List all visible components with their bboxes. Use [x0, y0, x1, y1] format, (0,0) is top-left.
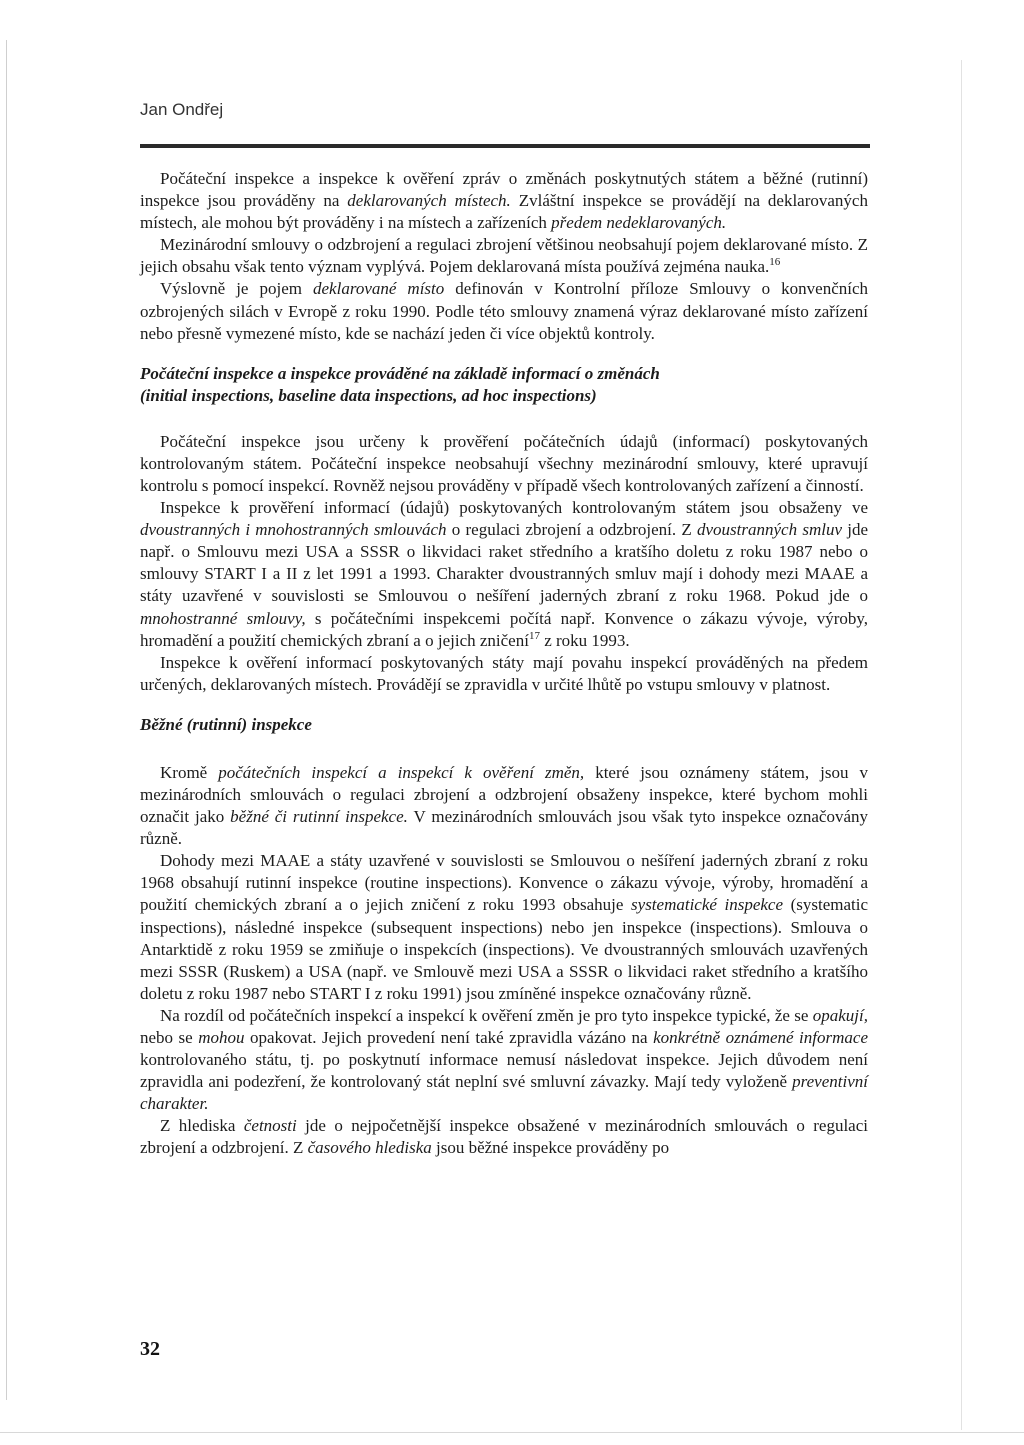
- paragraph: Počáteční inspekce a inspekce k ověření zpráv o změnách poskytnutých státem a běžné (rutinní) inspekce jsou prováděny na deklarovaných místech. Zvláštní inspekce se provádějí na deklarovaných místech, ale mohou být prováděny i na místech a zařízeních předem nedeklarovaných.: [140, 169, 868, 233]
- page-number: 32: [140, 1338, 160, 1360]
- footnote-ref: 17: [528, 629, 540, 642]
- section-heading: Počáteční inspekce a inspekce prováděné na základě informací o změnách (initial inspections, baseline data inspections, ad hoc inspections): [140, 363, 660, 405]
- scan-edge-bottom: [0, 1432, 1024, 1433]
- paragraph: Mezinárodní smlouvy o odzbrojení a regulaci zbrojení většinou neobsahují pojem deklarované místo. Z jejich obsahu však tento význam vyplývá. Pojem deklarovaná místa používá zejména nauka.$^{16}$: [140, 235, 868, 277]
- paragraph: Kromě počátečních inspekcí a inspekcí k ověření změn, které jsou oznámeny státem, jsou v mezinárodních smlouvách o regulaci zbrojení a odzbrojení obsaženy inspekce, které bychom mohli označit jako běžné či rutinní inspekce. V mezinárodních smlouvách jsou však tyto inspekce označovány různě.: [140, 762, 869, 849]
- paragraph: Počáteční inspekce jsou určeny k prověření počátečních údajů (informací) poskytovaných kontrolovaným státem. Počáteční inspekce neobsahují všechny mezinárodní smlouvy, které upravují kontrolu s pomocí inspekcí. Rovněž nejsou prováděny v případě všech kontrolovaných zařízení a činností.: [140, 431, 868, 495]
- scan-edge-right: [961, 60, 962, 1430]
- paragraph: Na rozdíl od počátečních inspekcí a inspekcí k ověření změn je pro tyto inspekce typické, že se opakují, nebo se mohou opakovat. Jejich provedení není také zpravidla vázáno na konkrétně oznámené informace kontrolovaného státu, tj. po poskytnutí informace nemusí následovat inspekce. Jejich důvodem není zpravidla ani podezření, že kontrolovaný stát neplní své smluvní závazky. Mají tedy vyloženě preventivní charakter.: [140, 1005, 868, 1114]
- section-heading: Běžné (rutinní) inspekce: [140, 714, 312, 734]
- paragraph: Inspekce k ověření informací poskytovaných státy mají povahu inspekcí prováděných na předem určených, deklarovaných místech. Provádějí se zpravidla v určité lhůtě po vstupu smlouvy v platnost.: [140, 652, 868, 694]
- scan-edge-left: [6, 40, 7, 1400]
- footnote-ref: 16: [769, 256, 781, 269]
- paragraph: Dohody mezi MAAE a státy uzavřené v souvislosti se Smlouvou o nešíření jaderných zbraní z roku 1968 obsahují rutinní inspekce (routine inspections). Konvence o zákazu vývoje, výroby, hromadění a použití chemických zbraní a o jejich zničení z roku 1993 obsahuje systematické inspekce (systematic inspections), následné inspekce (subsequent inspections) nebo jen inspekce (inspections). Smlouva o Antarktidě z roku 1959 se zmiňuje o inspekcích (inspections). Ve dvoustranných smlouvách uzavřených mezi SSSR (Ruskem) a USA (např. ve Smlouvě mezi USA a SSSR o likvidaci raket středního a kratšího doletu z roku 1987 nebo START I z roku 1991) jsou zmíněné inspekce označovány různě.: [140, 851, 869, 1003]
- paragraph: Výslovně je pojem deklarované místo definován v Kontrolní příloze Smlouvy o konvenčních ozbrojených silách v Evropě z roku 1990. Podle této smlouvy znamená výraz deklarované místo zařízení nebo přesně vymezené místo, kde se nachází jeden či více objektů kontroly.: [140, 279, 869, 343]
- header-rule: [140, 144, 870, 148]
- paragraph: Z hlediska četnosti jde o nejpočetnější inspekce obsažené v mezinárodních smlouvách o regulaci zbrojení a odzbrojení. Z časového hlediska jsou běžné inspekce prováděny po: [140, 1116, 868, 1158]
- body-text: [140, 168, 868, 1160]
- paragraph: Inspekce k prověření informací (údajů) poskytovaných kontrolovaným státem jsou obsaženy ve dvoustranných i mnohostranných smlouvách o regulaci zbrojení a odzbrojení. Z dvoustranných smluv jde např. o Smlouvu mezi USA a SSSR o likvidaci raket středního a kratšího doletu z roku 1987 nebo o smlouvy START I a II z let 1991 a 1993. Charakter dvoustranných smluv mají i dohody mezi MAAE a státy uzavřené v souvislosti se Smlouvou o nešíření jaderných zbraní z roku 1968. Pokud jde o mnohostranné smlouvy, s počátečními inspekcemi počítá např. Konvence o zákazu vývoje, výroby, hromadění a použití chemických zbraní a o jejich zničení$^{17}$ z roku 1993.: [140, 498, 869, 650]
- running-header-author: Jan Ondřej: [140, 100, 224, 119]
